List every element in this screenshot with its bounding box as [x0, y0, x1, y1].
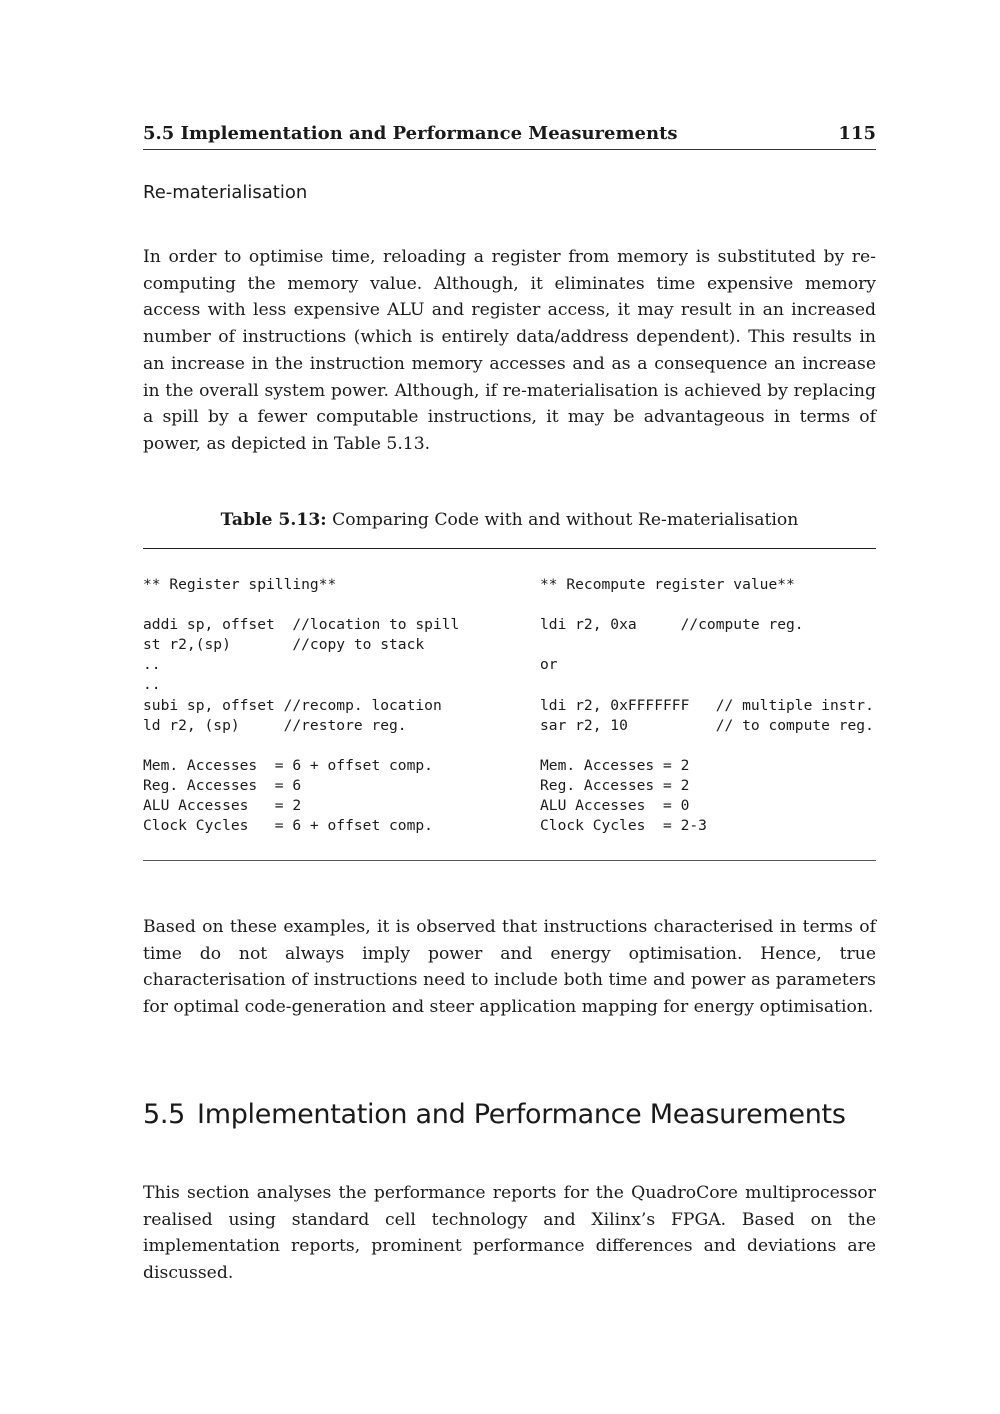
section-intro-paragraph: This section analyses the performance reports for the QuadroCore multiprocessor realised using standard cell technology and Xilinx’s FPGA. Based on the implementation reports, prominent performance differences and deviations are discussed.	[143, 1183, 876, 1284]
intro-paragraph: In order to optimise time, reloading a register from memory is substituted by re-computing the memory value. Although, it eliminates time expensive memory access with less expensive ALU and register access, it may result in an increased number of instructions (which is entirely data/address dependent). This results in an increase in the instruction memory accesses and as a consequence an increase in the overall system power. Although, if re-materialisation is achieved by replacing a spill by a fewer computable instructions, it may be advantageous in terms of power, as depicted in Table 5.13.	[143, 247, 876, 454]
table-caption-text: Comparing Code with and without Re-materialisation	[332, 510, 799, 530]
code-register-spilling: ** Register spilling** addi sp, offset //location to spill st r2,(sp) //copy to stack .. .. subi sp, offset //recomp. location ld r2, (sp) //restore reg. Mem. Accesses = 6 + offset comp. Reg. Accesses = 6 ALU Accesses = 2 Clock Cycles = 6 + offset comp.	[143, 576, 460, 835]
page-number: 115	[838, 123, 876, 144]
running-header-title: 5.5 Implementation and Performance Measurements	[143, 123, 678, 144]
section-heading	[143, 1099, 846, 1130]
code-recompute-register: ** Recompute register value** ldi r2, 0xa //compute reg. or ldi r2, 0xFFFFFFF // multiple instr. sar r2, 10 // to compute reg. Mem. Accesses = 2 Reg. Accesses = 2 ALU Accesses = 0 Clock Cycles = 2-3	[540, 576, 874, 835]
table-bottom-rule	[143, 860, 876, 861]
table-caption	[143, 510, 876, 530]
section-title: Implementation and Performance Measurements	[197, 1099, 846, 1130]
conclusion-paragraph: Based on these examples, it is observed that instructions characterised in terms of time do not always imply power and energy optimisation. Hence, true characterisation of instructions need to include both time and power as parameters for optimal code-generation and steer application mapping for energy optimisation.	[143, 917, 876, 1018]
running-header	[143, 121, 876, 150]
section-number: 5.5	[143, 1099, 186, 1130]
table-caption-label: Table 5.13:	[220, 510, 327, 530]
table-top-rule	[143, 548, 876, 549]
subsection-heading: Re-materialisation	[143, 182, 308, 203]
document-page	[143, 0, 876, 1414]
